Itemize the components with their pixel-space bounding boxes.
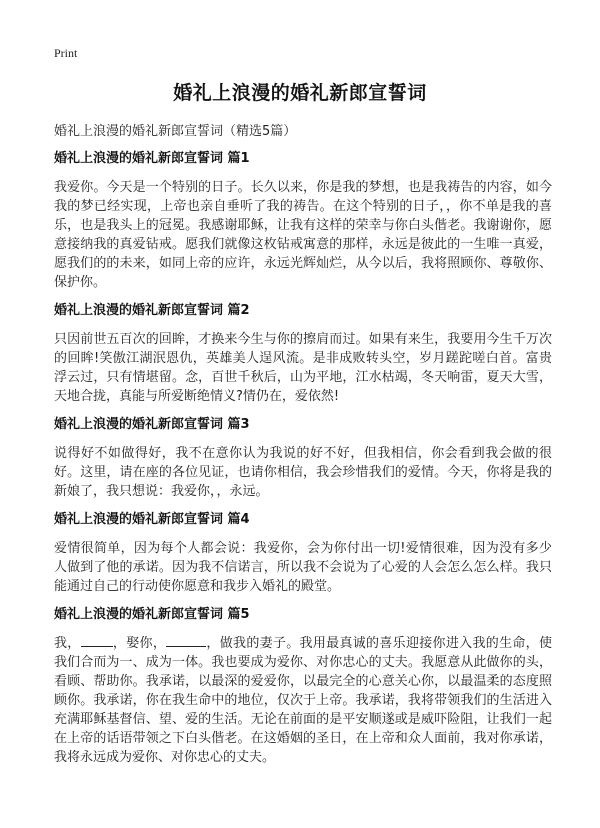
vow-mid-2: ，做我的妻子。 xyxy=(206,636,300,651)
section-5 xyxy=(54,606,552,767)
bride-name-blank xyxy=(166,634,206,647)
section-heading: 婚礼上浪漫的婚礼新郎宣誓词 篇1 xyxy=(54,151,250,166)
section-body: 爱情很简单，因为每个人都会说：我爱你，会为你付出一切!爱情很难，因为没有多少人做到了他的承诺。因为我不信诺言，所以我不会说为了心爱的人会怎么怎么样。我只能通过自己的行动使你愿意和我步入婚礼的殿堂。 xyxy=(54,541,552,594)
document-content xyxy=(54,150,552,777)
section-heading: 婚礼上浪漫的婚礼新郎宣誓词 篇2 xyxy=(54,303,250,318)
section-body: 只因前世五百次的回眸，才换来今生与你的擦肩而过。如果有来生，我要用今生千万次的回眸!笑傲江湖泯恩仇，英雄美人逞风流。是非成败转头空，岁月蹉跎嗟白首。富贵浮云过，只有情堪留。念，百世千秋后，山为平地，江水枯竭，冬天响雷，夏天大雪，天地合拢，真能与所爱断绝情义?情仍在，爱依然! xyxy=(54,332,552,404)
section-heading: 婚礼上浪漫的婚礼新郎宣誓词 篇5 xyxy=(54,607,250,622)
vow-text: 我用最真诚的喜乐迎接你进入我的生命，使我们合而为一、成为一体。我也要成为爱你、对你忠心的丈夫。我愿意从此做你的头，看顾、帮助你。我承诺，以最深的爱爱你，以最完全的心意关心你，以最温柔的态度照顾你。我承诺，你在我生命中的地位，仅次于上帝。我承诺，我将带领我们的生活进入充满耶稣基督信、望、爱的生活。无论在前面的是平安顺遂或是威吓险阻，让我们一起在上帝的话语带领之下白头偕老。在这婚姻的圣日，在上帝和众人面前，我对你承诺，我将永远成为爱你、对你忠心的丈夫。 xyxy=(54,636,552,765)
groom-name-blank xyxy=(81,634,113,647)
page-subtitle: 婚礼上浪漫的婚礼新郎宣誓词（精选5篇） xyxy=(54,124,297,139)
section-body: 说得好不如做得好，我不在意你认为我说的好不好，但我相信，你会看到我会做的很好。这里，请在座的各位见证，也请你相信，我会珍惜我们的爱情。今天，你将是我的新娘了，我只想说：我爱你，，永远。 xyxy=(54,446,552,499)
vow-prefix: 我， xyxy=(54,636,81,651)
page-title: 婚礼上浪漫的婚礼新郎宣誓词 xyxy=(173,82,427,104)
section-body xyxy=(54,634,552,767)
section-2 xyxy=(54,302,552,406)
vow-mid-1: ，娶你， xyxy=(112,636,167,651)
section-3 xyxy=(54,416,552,501)
section-heading: 婚礼上浪漫的婚礼新郎宣誓词 篇4 xyxy=(54,512,250,527)
section-4 xyxy=(54,511,552,596)
print-link[interactable]: Print xyxy=(54,46,78,60)
section-1 xyxy=(54,150,552,292)
section-body: 我爱你。今天是一个特别的日子。长久以来，你是我的梦想，也是我祷告的内容，如今我的梦已经实现，上帝也亲自垂听了我的祷告。在这个特别的日子，，你不单是我的喜乐，也是我头上的冠冕。我感谢耶稣，让我有这样的荣幸与你白头偕老。我谢谢你，愿意接纳我的真爱钻戒。愿我们就像这枚钻戒寓意的那样，永远是彼此的一生唯一真爱，愿我们的的未来，如同上帝的应许，永远光辉灿烂，从今以后，我将照顾你、尊敬你、保护你。 xyxy=(54,180,552,290)
section-heading: 婚礼上浪漫的婚礼新郎宣誓词 篇3 xyxy=(54,417,250,432)
